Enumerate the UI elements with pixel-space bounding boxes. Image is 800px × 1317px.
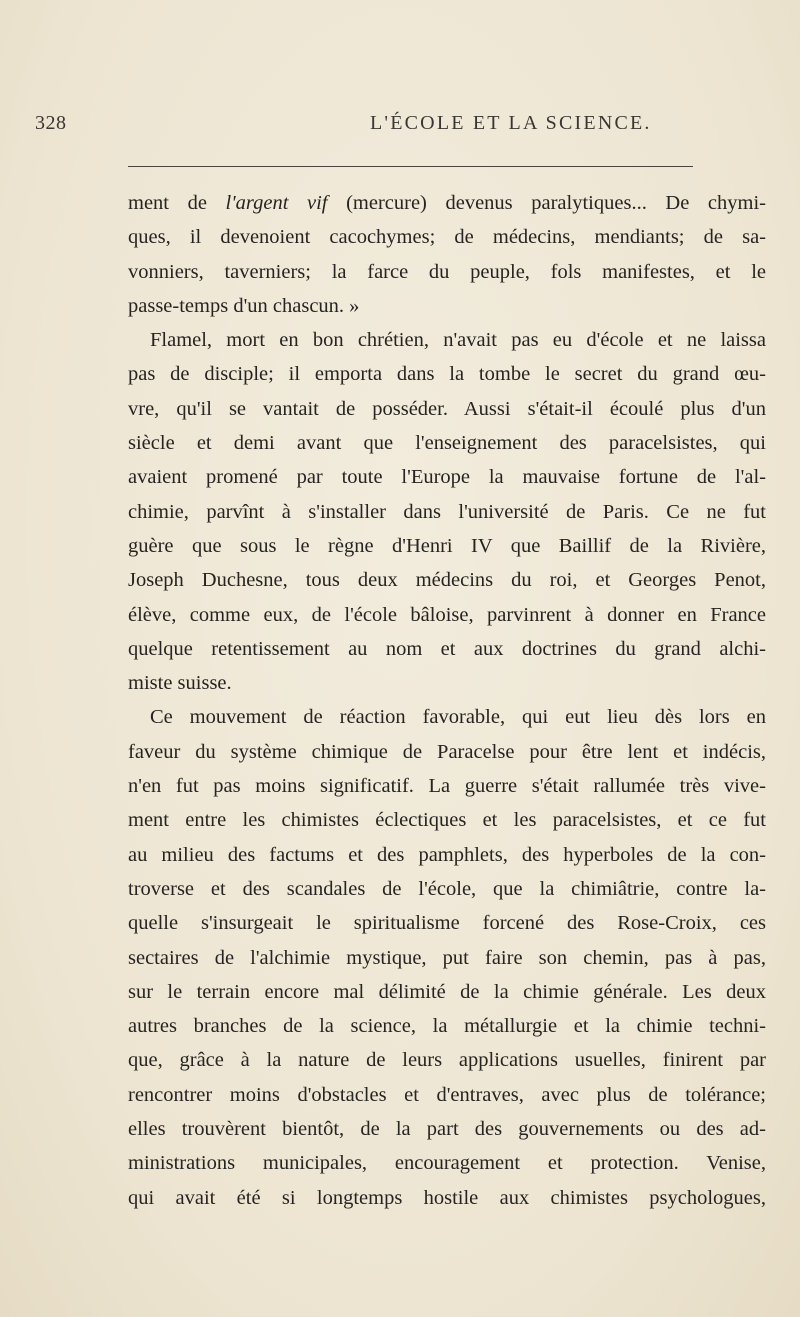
running-head: L'ÉCOLE ET LA SCIENCE. xyxy=(370,112,652,134)
text-line: Ce mouvement de réaction favorable, qui eut lieu dès lors en xyxy=(150,706,766,729)
text-line: ment entre les chimistes éclectiques et les paracelsistes, et ce fut xyxy=(128,809,766,832)
text-line: sur le terrain encore mal délimité de la chimie générale. Les deux xyxy=(128,980,766,1003)
text-line: Flamel, mort en bon chrétien, n'avait pas eu d'école et ne laissa xyxy=(150,329,766,352)
text-line: Joseph Duchesne, tous deux médecins du roi, et Georges Penot, xyxy=(128,569,766,592)
text-fragment: (mercure) devenus paralytiques... De chymi- xyxy=(327,192,766,214)
text-line xyxy=(128,186,766,220)
text-fragment: ment de xyxy=(128,192,226,214)
text-line: au milieu des factums et des pamphlets, des hyperboles de la con- xyxy=(128,843,766,866)
text-line: ministrations municipales, encouragement et protection. Venise, xyxy=(128,1152,766,1175)
text-line: autres branches de la science, la métallurgie et la chimie techni- xyxy=(128,1015,766,1038)
text-line: n'en fut pas moins significatif. La guerre s'était rallumée très vive- xyxy=(128,775,766,798)
page-header xyxy=(0,112,800,142)
text-line: quelle s'insurgeait le spiritualisme forcené des Rose-Croix, ces xyxy=(128,912,766,935)
text-line: que, grâce à la nature de leurs applications usuelles, finirent par xyxy=(128,1049,766,1072)
italic-phrase: l'argent vif xyxy=(225,192,328,214)
text-line: elles trouvèrent bientôt, de la part des gouvernements ou des ad- xyxy=(128,1118,766,1141)
text-line: chimie, parvînt à s'installer dans l'université de Paris. Ce ne fut xyxy=(128,500,766,523)
text-line: rencontrer moins d'obstacles et d'entraves, avec plus de tolérance; xyxy=(128,1083,766,1106)
text-line: guère que sous le règne d'Henri IV que Baillif de la Rivière, xyxy=(128,534,766,557)
text-line: quelque retentissement au nom et aux doctrines du grand alchi- xyxy=(128,637,766,660)
text-line: vonniers, taverniers; la farce du peuple, fols manifestes, et le xyxy=(128,260,766,283)
text-line: élève, comme eux, de l'école bâloise, parvinrent à donner en France xyxy=(128,603,766,626)
text-line: sectaires de l'alchimie mystique, put faire son chemin, pas à pas, xyxy=(128,946,766,969)
text-line: vre, qu'il se vantait de posséder. Aussi s'était-il écoulé plus d'un xyxy=(128,397,766,420)
text-line: siècle et demi avant que l'enseignement des paracelsistes, qui xyxy=(128,432,766,455)
body-text xyxy=(128,186,766,1215)
text-line: passe-temps d'un chascun. » xyxy=(128,294,360,317)
text-line: ques, il devenoient cacochymes; de médecins, mendiants; de sa- xyxy=(128,226,766,249)
header-rule xyxy=(128,166,693,167)
text-line: miste suisse. xyxy=(128,672,232,695)
page-number: 328 xyxy=(35,112,67,134)
text-line: troverse et des scandales de l'école, que la chimiâtrie, contre la- xyxy=(128,877,766,900)
text-line: faveur du système chimique de Paracelse pour être lent et indécis, xyxy=(128,740,766,763)
text-line: pas de disciple; il emporta dans la tombe le secret du grand œu- xyxy=(128,363,766,386)
text-line: avaient promené par toute l'Europe la mauvaise fortune de l'al- xyxy=(128,466,766,489)
text-line: qui avait été si longtemps hostile aux chimistes psychologues, xyxy=(128,1186,766,1209)
